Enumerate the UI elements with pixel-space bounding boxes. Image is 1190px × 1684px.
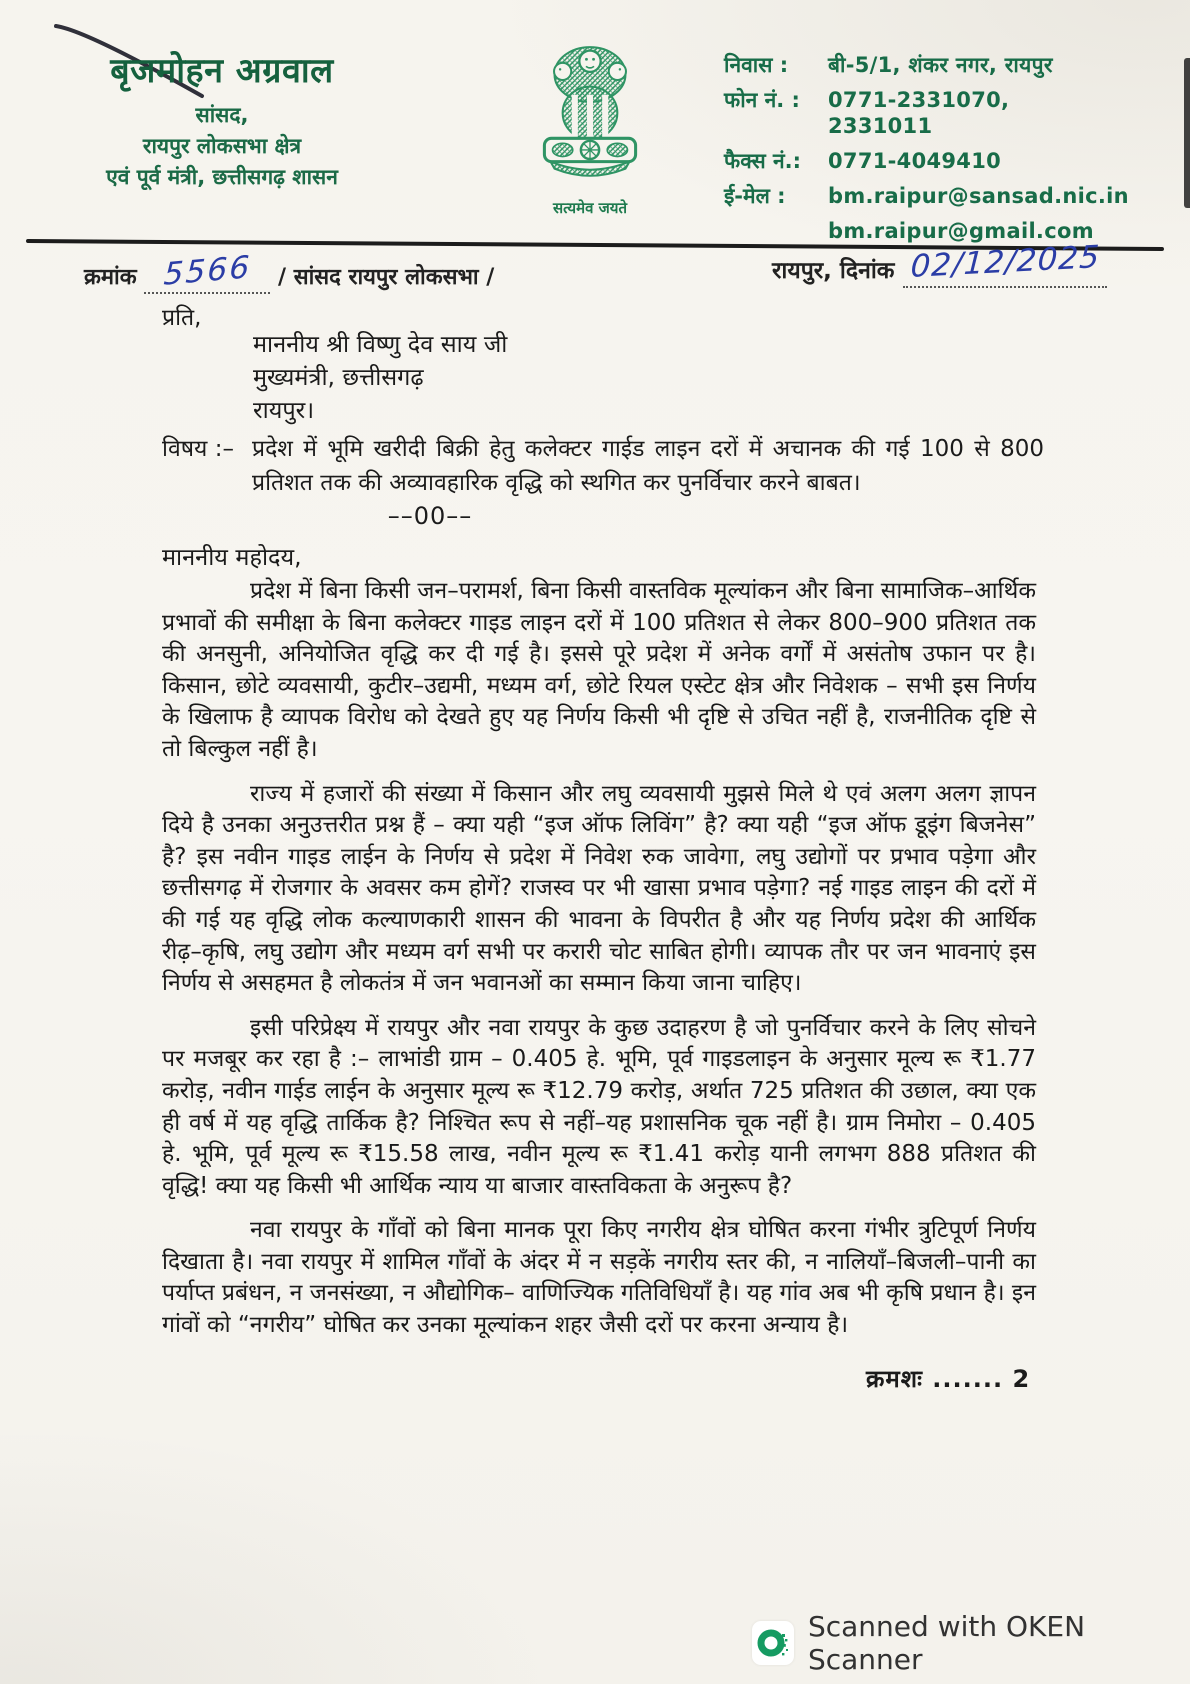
emblem-motto: सत्यमेव जयते [552,199,628,217]
handwritten-reference-number: 5566 [162,249,253,293]
residence-label: निवास : [724,53,789,77]
email-value-1: bm.raipur@sansad.nic.in [828,184,1129,208]
sender-block [52,46,392,193]
email-row-2 [724,218,1094,244]
body-paragraph: नवा रायपुर के गाँवों को बिना मानक पूरा किए नगरीय क्षेत्र घोषित करना गंभीर त्रुटिपूर्ण निर्णय दिखाता है। नवा रायपुर में शामिल गाँवों के अंदर में न सड़कें नगरीय स्तर की, न नालियाँ–बिजली–पानी का पर्याप्त प्रबंधन, न जनसंख्या, न औद्योगिक– वाणिज्यिक गतिविधियाँ है। यह गांव अब भी कृषि प्रधान है। इन गांवों को “नगरीय” घोषित कर उनका मूल्यांकन शहर जैसी दरों पर करना अन्याय है। [162,1217,1036,1339]
subject-label: विषय :– [162,436,234,462]
phone-row [724,87,1069,139]
sender-title-line: एवं पूर्व मंत्री, छत्तीसगढ़ शासन [106,165,338,189]
reference-label: क्रमांक [84,265,137,290]
oken-scanner-icon [752,1621,794,1665]
place-date-label: रायपुर, दिनांक [772,258,895,284]
sender-name: बृजमोहन अग्रवाल [110,51,334,91]
body-paragraph: राज्य में हजारों की संख्या में किसान और लघु व्यवसायी मुझसे मिले थे एवं अलग अलग ज्ञापन दिये है उनका अनुउत्तरीत प्रश्न हैं – क्या यही “इज ऑफ लिविंग” है? क्या यही “इज ऑफ डूइंग बिजनेस” है? इस नवीन गाइड लाईन के निर्णय से प्रदेश में निवेश रुक जावेगा, लघु उद्योगों पर प्रभाव पड़ेगा और छत्तीसगढ़ में रोजगार के अवसर कम होगें? राजस्व पर भी खासा प्रभाव पड़ेगा? नई गाइड लाइन की दरों में की गई यह वृद्धि लोक कल्याणकारी शासन की भावना के विपरीत है और यह निर्णय प्रदेश की आर्थिक रीढ़–कृषि, लघु उद्योग और मध्यम वर्ग सभी पर करारी चोट साबित होगी। व्यापक तौर पर जन भावनाएं इस निर्णय से असहमत है लोकतंत्र में जन भवानओं का सम्मान किया जाना चाहिए। [162,780,1036,997]
letter-body [162,576,1036,1355]
place-date-line [772,239,1107,288]
email-label: ई-मेल : [724,184,786,208]
body-paragraph: इसी परिप्रेक्ष्य में रायपुर और नवा रायपुर के कुछ उदाहरण है जो पुनर्विचार करने के लिए सोचने पर मजबूर कर रहा है :– लाभांडी ग्राम – 0.405 हे. भूमि, पूर्व गाइडलाइन के अनुसार मूल्य रू ₹1.77 करोड़, नवीन गाईड लाईन के अनुसार मूल्य रू ₹12.79 करोड़, अर्थात 725 प्रतिशत की उछाल, क्या एक ही वर्ष में यह वृद्धि तार्किक है? निश्चित रूप से नहीं–यह प्रशासनिक चूक नहीं है। ग्राम निमोरा – 0.405 हे. भूमि, पूर्व मूल्य रू ₹15.58 लाख, नवीन मूल्य रू ₹1.41 करोड़ यानी लगभग 888 प्रतिशत की वृद्धि! क्या यह किसी भी आर्थिक न्याय या बाजार वास्तविकता के अनुरूप है? [162,1014,1036,1199]
handwritten-date: 02/12/2025 [909,239,1101,285]
residence-value: बी-5/1, शंकर नगर, रायपुर [828,53,1053,77]
sender-title-line: रायपुर लोकसभा क्षेत्र [142,134,302,158]
reference-suffix: / सांसद रायपुर लोकसभा / [278,265,495,290]
national-emblem-icon [524,40,656,192]
phone-value: 0771-2331070, 2331011 [828,88,1010,138]
email-label-spacer [724,218,828,244]
emblem-block [505,40,675,218]
fax-value: 0771-4049410 [828,149,1002,173]
recipient-city: रायपुर। [253,396,315,424]
reference-number-field [144,249,270,294]
date-field [903,239,1108,288]
reference-number-line [84,249,495,294]
residence-row [724,52,1069,78]
recipient-designation: मुख्यमंत्री, छत्तीसगढ़ [253,363,424,391]
section-separator: ––00–– [387,502,473,530]
body-paragraph: प्रदेश में बिना किसी जन–परामर्श, बिना किसी वास्तविक मूल्यांकन और बिना सामाजिक–आर्थिक प्रभावों की समीक्षा के बिना कलेक्टर गाइड लाइन दरों में 100 प्रतिशत से लेकर 800–900 प्रतिशत तक की अनसुनी, अनियोजित वृद्धि कर दी गई है। इससे पूरे प्रदेश में अनेक वर्गों में असंतोष उफान पर है। किसान, छोटे व्यवसायी, कुटीर–उद्यमी, मध्यम वर्ग, छोटे रियल एस्टेट क्षेत्र और निवेशक – सभी इस निर्णय के खिलाफ है व्यापक विरोध को देखते हुए यह निर्णय किसी भी दृष्टि से उचित नहीं है, राजनीतिक दृष्टि से तो बिल्कुल नहीं है। [162,578,1036,762]
fax-row [724,148,1069,174]
phone-label: फोन नं. : [724,88,800,112]
scanner-footer-text: Scanned with OKEN Scanner [807,1610,1086,1676]
recipient-block [253,328,507,427]
scanner-footer [752,1610,1190,1676]
subject-text: प्रदेश में भूमि खरीदी बिक्री हेतु कलेक्टर गाईड लाइन दरों में अचानक की गई 100 से 800 प्रतिशत तक की अव्यावहारिक वृद्धि को स्थगित कर पुनर्विचार करने बाबत। [252,436,1044,496]
letter-salutation: माननीय महोदय, [162,543,302,571]
recipient-salutation: प्रति, [162,305,202,331]
email-row [724,183,1129,209]
sender-title-line: सांसद, [195,103,249,127]
email-value-2: bm.raipur@gmail.com [828,219,1094,243]
continuation-marker: क्रमशः ....... 2 [866,1365,1031,1393]
subject-line [162,432,1044,500]
contact-block [724,52,1129,253]
fax-label: फैक्स नं.: [724,149,802,173]
recipient-name: माननीय श्री विष्णु देव साय जी [253,330,508,358]
scan-edge-artifact [1184,58,1190,208]
